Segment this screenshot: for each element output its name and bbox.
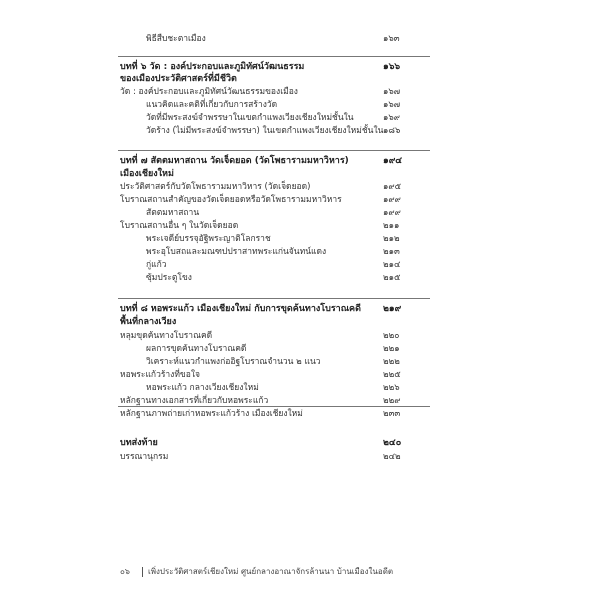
toc-entry-title: ของเมืองประวัติศาสตร์ที่มีชีวิต (120, 74, 237, 84)
toc-entry-title: พระอุโบสถและมณฑปปราสาทพระแก่นจันทน์แดง (146, 247, 327, 257)
toc-entry-title: บรรณานุกรม (120, 452, 169, 462)
toc-entry-title: วัดร้าง (ไม่มีพระสงฆ์จำพรรษา) ในเขตกำแพงเวียงเชียงใหม่ชั้นใน (146, 126, 384, 136)
toc-entry-page: ๑๖๙ (383, 113, 401, 123)
toc-entry-page: ๒๒๑ (383, 344, 400, 354)
toc-entry-title: บทที่ ๗ สัตตมหาสถาน วัดเจ็ดยอด (วัดโพธารามมหาวิหาร) (120, 156, 349, 166)
toc-entry-page: ๒๔๐ (383, 438, 402, 448)
running-title: เพิ่งประวัติศาสตร์เชียงใหม่ ศูนย์กลางอาณาจักรล้านนา บ้านเมืองในอดีต (148, 567, 394, 576)
toc-entry-title: บทที่ ๖ วัด : องค์ประกอบและภูมิทัศน์วัฒนธรรม (120, 62, 305, 72)
chapter-divider (118, 56, 430, 57)
toc-entry-page: ๒๒๙ (383, 396, 401, 406)
toc-entry-page: ๒๒๐ (383, 331, 400, 341)
toc-entry-title: วัด : องค์ประกอบและภูมิทัศน์วัฒนธรรมของเมือง (120, 87, 298, 97)
toc-entry-page: ๒๑๙ (383, 304, 402, 314)
toc-entry-title: หลักฐานทางเอกสารที่เกี่ยวกับหอพระแก้ว (120, 396, 269, 406)
toc-entry-page: ๒๒๖ (383, 383, 400, 393)
toc-entry-title: กู่แก้ว (146, 260, 167, 270)
chapter-divider (118, 150, 430, 151)
toc-entry-title: โบราณสถานสำคัญของวัดเจ็ดยอดหรือวัดโพธารามมหาวิหาร (120, 195, 342, 205)
toc-entry-page: ๒๒๒ (383, 357, 400, 367)
toc-entry-title: ซุ้มประตูโขง (146, 273, 192, 283)
page-footer (120, 565, 393, 578)
toc-entry-title: หอพระแก้ว กลางเวียงเชียงใหม่ (146, 383, 259, 393)
toc-entry-page: ๒๑๓ (383, 247, 400, 257)
footer-divider (142, 567, 143, 577)
toc-entry-page: ๑๖๗ (383, 100, 401, 110)
toc-entry-page: ๒๒๕ (383, 370, 401, 380)
toc-entry-page: ๑๖๖ (383, 62, 401, 72)
toc-entry-title: หลุมขุดค้นทางโบราณคดี (120, 331, 213, 341)
toc-entry-title: พื้นที่กลางเวียง (120, 317, 177, 327)
toc-entry-title: สัตตมหาสถาน (146, 208, 200, 218)
toc-entry-page: ๑๙๕ (383, 182, 402, 192)
toc-entry-page: ๒๑๔ (383, 260, 401, 270)
chapter-divider (118, 298, 430, 299)
toc-entry-page: ๑๙๙ (383, 195, 401, 205)
toc-entry-title: หอพระแก้วร้างที่ขอใจ (120, 370, 200, 380)
toc-entry-title: บทส่งท้าย (120, 438, 158, 448)
toc-entry-page: ๑๙๙ (383, 208, 401, 218)
toc-entry-page: ๑๙๔ (383, 156, 403, 166)
toc-entry-page: ๒๑๑ (383, 221, 400, 231)
toc-entry-title: โบราณสถานอื่น ๆ ในวัดเจ็ดยอด (120, 221, 239, 231)
toc-entry-page: ๒๔๒ (383, 452, 401, 462)
toc-entry-page: ๑๖๓ (383, 34, 400, 44)
toc-entry-title: พระเจดีย์บรรจุอัฐิพระญาติโลกราช (146, 234, 271, 244)
toc-entry-title: วัดที่มีพระสงฆ์จำพรรษาในเขตกำแพงเวียงเชียงใหม่ชั้นใน (146, 113, 354, 123)
toc-entry-title: ผลการขุดค้นทางโบราณคดี (146, 344, 247, 354)
toc-entry-page: ๑๘๖ (383, 126, 401, 136)
toc-entry-page: ๒๑๒ (383, 234, 400, 244)
toc-entry-title: พิธีสืบชะตาเมือง (146, 34, 206, 44)
toc-entry-page: ๒๑๕ (383, 273, 401, 283)
toc-entry-title: ประวัติศาสตร์กับวัดโพธารามมหาวิหาร (วัดเจ็ดยอด) (120, 182, 311, 192)
toc-entry-title: บทที่ ๘ หอพระแก้ว เมืองเชียงใหม่ กับการขุดค้นทางโบราณคดี (120, 304, 361, 314)
toc-entry-page: ๑๖๗ (383, 87, 401, 97)
toc-entry-page: ๒๓๓ (383, 409, 401, 419)
toc-entry-title: วิเคราะห์แนวกำแพงก่ออิฐโบราณจำนวน ๒ แนว (146, 357, 321, 367)
page-number: ๐๖ (120, 567, 130, 576)
toc-entry-title: เมืองเชียงใหม่ (120, 169, 174, 179)
toc-entry-title: แนวคิดและคติที่เกี่ยวกับการสร้างวัด (146, 100, 278, 110)
toc-entry-title: หลักฐานภาพถ่ายเก่าหอพระแก้วร้าง เมืองเชียงใหม่ (120, 409, 303, 419)
